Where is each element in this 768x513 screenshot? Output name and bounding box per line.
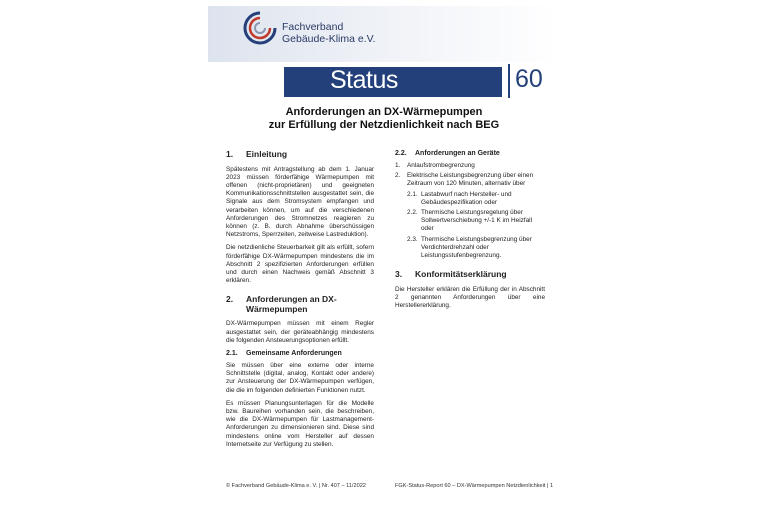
footer-right: FGK-Status-Report 60 – DX-Wärmepumpen Netzdienlichkeit | 1: [395, 483, 554, 489]
sub-list-item: [407, 209, 545, 234]
section-3-title: Konformitätserklärung: [415, 269, 507, 280]
section-2-2-title: Anforderungen an Geräte: [415, 150, 500, 157]
section-1-paragraph-2: Die netzdienliche Steuerbarkeit gilt als erfüllt, sofern förderfähige DX-Wärmepumpen mindestens die im Abschnitt 2 spezifizierten Anforderungen erfüllen und durch einen Nachweis gemäß Abschnitt 3 erklären.: [226, 244, 374, 285]
report-separator: [508, 64, 510, 98]
list-item: [395, 172, 545, 188]
section-3-heading: [395, 270, 545, 280]
section-2-1-paragraph-1: Sie müssen über eine externe oder interne Schnittstelle (digital, analog, Kontakt oder andere) zur Ansteuerung der DX-Wärmepumpen verfügen, die die im folgenden definierten Funktionen nutzt.: [226, 361, 374, 394]
section-1-heading: [226, 150, 374, 160]
list-item-text: Anlaufstrombegrenzung: [407, 162, 475, 169]
section-2-2-heading: [395, 150, 545, 158]
section-3-number: 3.: [395, 269, 403, 280]
section-2-paragraph-1: DX-Wärmepumpen müssen mit einem Regler ausgestattet sein, der geräteabhängig mindestens die folgenden Ansteuerungsoptionen erfüllt.: [226, 320, 374, 344]
sub-list-text: Thermische Leistungsbegrenzung über Verdichterdrehzahl oder Leistungsstufenbegrenzung.: [421, 235, 532, 260]
list-item-text: Elektrische Leistungsbegrenzung über einen Zeitraum von 120 Minuten, alternativ über: [407, 172, 534, 188]
sub-list-number: 2.1.: [407, 190, 418, 198]
report-word: Report: [414, 66, 490, 94]
org-line-2: Gebäude-Klima e.V.: [282, 33, 376, 45]
section-1-paragraph-1: Spätestens mit Antragstellung ab dem 1. Januar 2023 müssen förderfähige Wärmepumpen mit offenen (nicht-proprietären) und geeigneten Kommunikationsschnittstellen ausgestattet sein, die Signale aus dem Stromsystem empfangen und verarbeiten können, um auf die verschiedenen Anforderungen des Stromnetzes reagieren zu können (z. B. durch Abnahme überschüssigen Netzstroms, Sperrzeiten, zeitweise Lastreduktion).: [226, 165, 374, 239]
report-number: 60: [515, 65, 543, 93]
left-column: [226, 150, 374, 454]
sub-list-item: [407, 236, 545, 261]
section-1-title: Einleitung: [246, 149, 288, 159]
sub-list-number: 2.3.: [407, 235, 418, 243]
sub-list-text: Lastabwurf nach Hersteller- und Gebäudespezifikation oder: [421, 190, 512, 206]
section-2-title: Anforderungen an DX-Wärmepumpen: [246, 294, 337, 314]
title-line-2: zur Erfüllung der Netzdienlichkeit nach BEG: [268, 119, 500, 131]
document-page: [208, 0, 560, 513]
section-2-2-number: 2.2.: [395, 150, 407, 157]
title-line-1: Anforderungen an DX-Wärmepumpen: [285, 106, 483, 118]
section-2-1-number: 2.1.: [226, 349, 238, 357]
list-item-number: 2.: [395, 172, 401, 180]
section-3-paragraph-1: Die Hersteller erklären die Erfüllung der in Abschnitt 2 genannten Anforderungen über eine Herstellererklärung.: [395, 285, 545, 310]
document-title: [208, 106, 560, 132]
section-2-1-heading: [226, 350, 374, 358]
sub-list-number: 2.2.: [407, 209, 418, 217]
footer-left: © Fachverband Gebäude-Klima e. V. | Nr. 407 – 11/2022: [226, 483, 366, 489]
fgk-logo-icon: [242, 10, 278, 46]
sub-list-text: Thermische Leistungsregelung über Sollwertverschiebung +/-1 K im Heizfall oder: [421, 209, 532, 233]
section-2-heading: [226, 295, 374, 314]
org-line-1: Fachverband: [282, 21, 344, 33]
sub-list-item: [407, 191, 545, 207]
section-2-1-title: Gemeinsame Anforderungen: [246, 349, 342, 357]
section-2-number: 2.: [226, 294, 234, 305]
section-2-1-paragraph-2: Es müssen Planungsunterlagen für die Modelle bzw. Baureihen vorhanden sein, die beschreiben, wie die DX-Wärmepumpen für Lastmanagement-Anforderungen zu dimensionieren sind. Diese sind mindestens online vom Hersteller auf dessen Internetseite zur Verfügung zu stellen.: [226, 399, 374, 448]
right-column: [395, 150, 545, 315]
organization-name: [282, 21, 376, 45]
status-word: Status: [330, 66, 398, 94]
section-1-number: 1.: [226, 149, 234, 159]
list-item-number: 1.: [395, 162, 401, 169]
list-item: [395, 162, 545, 170]
